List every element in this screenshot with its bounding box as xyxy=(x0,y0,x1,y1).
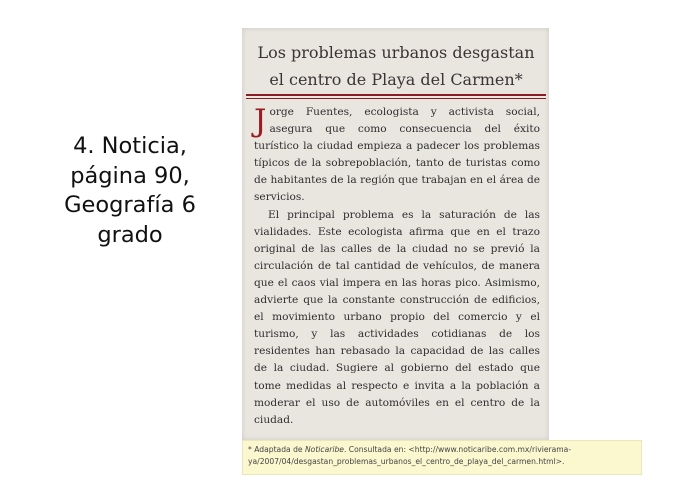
footnote-prefix: * Adaptada de xyxy=(248,445,305,454)
footnote-line xyxy=(248,444,637,456)
caption-line: grado xyxy=(97,221,163,248)
footnote-consulted: . Consultada en: <http://www.noticaribe.com.mx/rivierama- xyxy=(343,445,572,454)
article-title-line: Los problemas urbanos desgastan xyxy=(257,43,535,62)
caption-line: página 90, xyxy=(70,162,190,189)
footnote-url-line: ya/2007/04/desgastan_problemas_urbanos_el_centro_de_playa_del_carmen.html>. xyxy=(248,457,565,466)
article-title-line: el centro de Playa del Carmen* xyxy=(269,70,523,89)
title-rule-thin xyxy=(246,98,546,99)
news-clipping xyxy=(242,28,549,440)
title-rule xyxy=(246,94,546,96)
source-footnote xyxy=(242,440,642,475)
drop-cap: J xyxy=(254,103,267,139)
article-paragraph xyxy=(254,104,540,207)
footnote-source: Noticaribe xyxy=(305,445,344,454)
slide-caption xyxy=(30,132,230,250)
article-paragraph: El principal problema es la saturación de las vialidades. Este ecologista afirma que en el trazo original de las calles de la ciudad no se previó la circulación de tal cantidad de vehículos, de manera que el caos vial impera en las horas pico. Asimismo, advierte que la constante construcción de edificios, el movimiento urbano propio del comercio y el turismo, y las actividades cotidianas de los residentes han rebasado la capacidad de las calles de la ciudad. Sugiere al gobierno del estado que tome medidas al respecto e invita a la población a moderar el uso de automóviles en el centro de la ciudad. xyxy=(254,208,540,426)
caption-line: 4. Noticia, xyxy=(73,133,187,159)
article-body xyxy=(254,104,540,429)
paragraph-text: orge Fuentes, ecologista y activista social, asegura que como consecuencia del éxito turístico la ciudad empieza a padecer los problemas típicos de la sobrepoblación, tanto de turistas como de habitantes de la región que trabajan en el área de servicios. xyxy=(254,106,540,204)
caption-line: Geografía 6 xyxy=(64,192,196,218)
